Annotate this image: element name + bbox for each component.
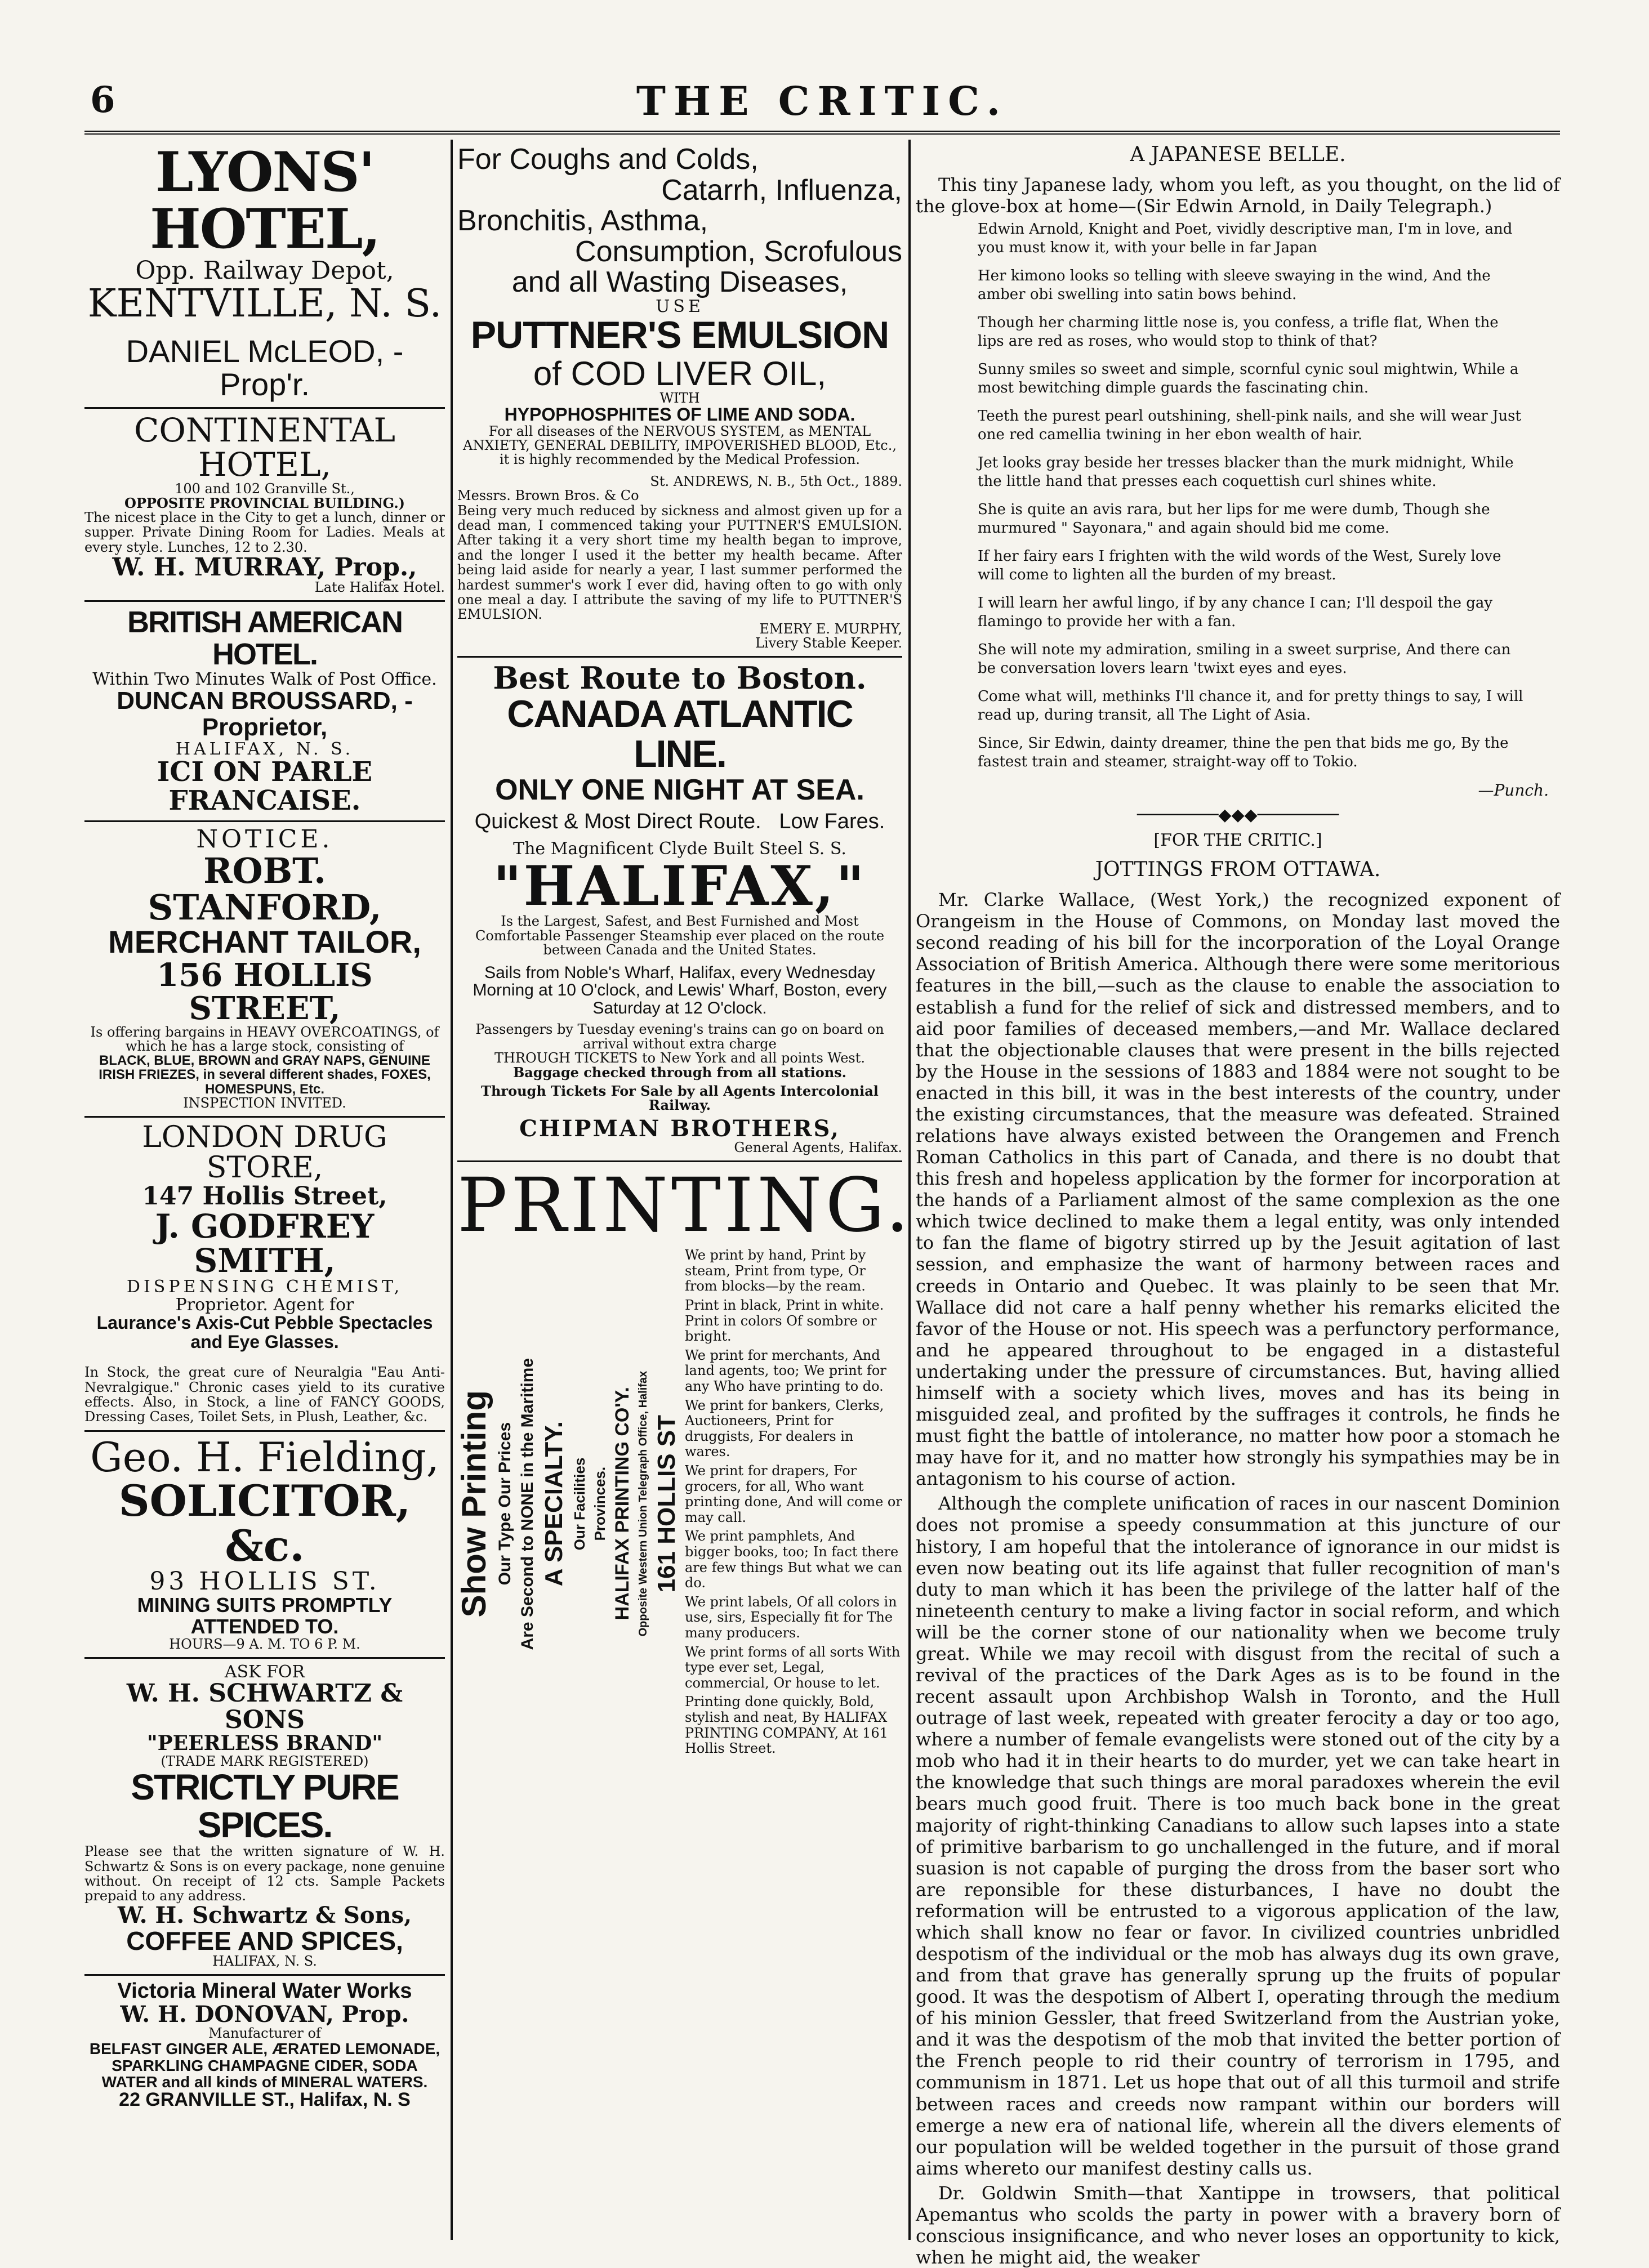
vertical-text: HALIFAX PRINTING CO'Y. [612,1387,633,1621]
ad-heading: CONTINENTAL HOTEL, [133,410,396,484]
ad-heading: LYONS' HOTEL, [150,140,380,261]
article-paragraph: Dr. Goldwin Smith—that Xantippe in trowsers, that political Apemantus who scolds the party in power with a bravery born of conscious insignificance, and who never loses an opportunity to kick, when he might aid, the weaker [916,2182,1560,2268]
article-kicker: [FOR THE CRITIC.] [1153,831,1322,851]
ad-halifax-printing [455,1162,913,1766]
poem-stanza: Her kimono looks so telling with sleeve swaying in the wind, And the amber obi swelling into satin bows behind. [978,267,1491,303]
ad-text: Manufacturer of [208,2025,321,2042]
ad-text: Please see that the written signature of W. H. Schwartz & Sons is on every package, none genuine without. On receipt of 12 cts. Sample Packets prepaid to any address. [84,1843,445,1904]
vertical-text: A SPECIALTY. [540,1421,568,1587]
ad-text: 22 GRANVILLE ST., Halifax, N. S [119,2089,411,2111]
list-item: Printing done quickly, Bold, stylish and neat, By HALIFAX PRINTING COMPANY, At 161 Hollis Street. [685,1694,888,1757]
list-item: We print by hand, Print by steam, Print from type, Or from blocks—by the ream. [685,1247,866,1294]
printing-block [457,1248,902,1760]
article-paragraph: Although the complete unification of races in our nascent Dominion does not promise a speedy consummation at this juncture of our history, I am hopeful that the intolerance of ignorance in our midst is even now beating out its life against that fuller recognition of man's duty to man which it has been the privilege of the latter half of the nineteenth century to make a living factor in social reform, and which will be the corner stone of our nationality when we become truly great. While we may recoil with disgust from the recital of such a revival of the practices of the Dark Ages as is to be found in the recent assault upon Archbishop Walsh in Toronto, and the Hull outrage of last week, repeated with greater ferocity a day or too ago, where a number of female evangelists were stoned out of the city by a mob who had it in their hearts to do murder, yet we can take heart in the knowledge that such things are moral paradoxes wherein the evil bears much good fruit. There is too much back bone in the great majority of right-thinking Canadians to allow such lapses into a state of primitive barbarism to go unchallenged in the future, and if moral suasion is not capable of purging the dross from the baser sort who are reponsible for these disturbances, I have no doubt the reformation will be entrusted to a vigorous application of the law, which shall know no fear or favor. In civilized countries unbridled despotism of the individual or the mob has always dug its own grave, and from that grave has generally sprung up the fruits of popular good. It was the despotism of Albert I, operating through the medium of his minion Gessler, that freed Switzerland from the Austrian yoke, and it was the despotism of the mob that invited the better portion of the French people to rid their country of terrorism in 1795, and communism in 1871. Let us hope that out of all this turmoil and strife between races and creeds now rampant within our borders will emerge a new era of national life, wherein all the divers elements of our population will be welded together in the pursuit of those grand aims whereto our manifest destiny calls us. [916,1493,1560,2179]
column-right [916,140,1560,2268]
newspaper-page [84,68,1560,2268]
ad-text: NOTICE. [196,825,333,854]
list-item: Print in black, Print in white. Print in colors Of sombre or bright. [685,1297,884,1345]
ad-text: Through Tickets For Sale by all Agents Intercolonial Railway. [481,1083,879,1114]
ad-victoria-mineral-water [84,1976,445,2116]
ad-text: MERCHANT TAILOR, [108,924,421,960]
ad-text: OPPOSITE PROVINCIAL BUILDING.) [124,494,405,511]
ad-text: Is the Largest, Safest, and Best Furnished and Most Comfortable Passenger Steamship ever placed on the route between Canada and the United States. [475,913,885,958]
ad-text: "PEERLESS BRAND" [146,1731,383,1755]
poem [978,220,1526,771]
ad-text: ASK FOR [224,1662,305,1682]
ad-text: ONLY ONE NIGHT AT SEA. [495,773,864,806]
ad-text: DANIEL McLEOD, - Prop'r. [126,333,404,402]
ad-text: KENTVILLE, N. S. [87,281,442,326]
ad-text: Passengers by Tuesday evening's trains can go on board on arrival without extra charge [475,1021,884,1052]
ad-text: Laurance's Axis-Cut Pebble Spectacles and Eye Glasses. [96,1312,433,1352]
ad-text: 93 HOLLIS ST. [149,1566,380,1596]
ad-canada-atlantic-line [457,658,902,1162]
ad-text: Proprietor. Agent for [175,1294,354,1315]
ad-text: DUNCAN BROUSSARD, - Proprietor, [117,687,413,741]
ad-text: HYPOPHOSPHITES OF LIME AND SODA. [504,404,855,425]
vertical-text: Opposite Western Union Telegraph Office, Halifax [637,1371,649,1637]
poem-stanza: I will learn her awful lingo, if by any chance I can; I'll despoil the gay flamingo to provide her with a fan. [978,595,1493,630]
ad-text: St. ANDREWS, N. B., 5th Oct., 1889. [650,474,902,490]
ad-text: Best Route to Boston. [493,660,867,697]
ad-heading: BRITISH AMERICAN HOTEL. [127,605,402,672]
ad-text: The Magnificent Clyde Built Steel S. S. [513,839,846,859]
ad-text: Being very much reduced by sickness and almost given up for a dead man, I commenced taking your PUTTNER'S EMULSION. After taking it a very short time my health began to improve, and the longer I used it the better my health became. After being laid aside for nearly a year, I last summer performed the hardest summer's work I ever did, having often to go with only one meal a day. I attribute the saving of my life to PUTTNER'S EMULSION. [457,502,902,623]
ad-text: J. GODFREY SMITH, [155,1207,375,1280]
ad-text: STRICTLY PURE SPICES. [131,1766,399,1845]
column-middle [455,140,913,2240]
ad-british-american-hotel [84,602,445,822]
ad-text: General Agents, Halifax. [734,1139,902,1155]
ad-text: In Stock, the great cure of Neuralgia "Eau Anti-Nevralgique." Chronic cases yield to its curative effects. Also, in Stock, a line of FANCY GOODS, Dressing Cases, Toilet Sets, in Plush, Leather, &c. [84,1364,445,1425]
ad-robt-stanford [84,822,445,1118]
poem-stanza: Though her charming little nose is, you confess, a trifle flat, When the lips are red as roses, who would stop to think of that? [978,314,1499,350]
list-item: We print for merchants, And land agents, too; We print for any Who have printing to do. [685,1347,886,1395]
masthead [84,68,1560,135]
masthead-rule [84,131,1560,138]
ad-text: W. H. DONOVAN, Prop. [120,2001,409,2028]
ad-text: HALIFAX, N. S. [212,1953,317,1970]
ad-text: INSPECTION INVITED. [183,1095,346,1111]
article-intro: This tiny Japanese lady, whom you left, as you thought, on the lid of the glove-box at home—(Sir Edwin Arnold, in Daily Telegraph.) [916,174,1560,217]
ad-text: The nicest place in the City to get a lunch, dinner or supper. Private Dining Room for Ladies. Meals at every style. Lunches, 12 to 2.30. [84,509,445,555]
ad-text [457,811,902,833]
ad-lyons-hotel [84,140,445,409]
ad-schwartz-spices [84,1659,445,1976]
ad-text: EMERY E. MURPHY, [759,620,902,637]
ad-heading: ROBT. STANFORD, [148,850,382,928]
poem-stanza: Since, Sir Edwin, dainty dreamer, thine the pen that bids me go, By the fastest train and steamer, straight-way off to Tokio. [978,735,1509,770]
poem-credit: —Punch. [1478,781,1549,800]
list-item: We print pamphlets, And bigger books, too; In fact there are few things But what we can do. [685,1528,902,1591]
ad-text: Opp. Railway Depot, [135,256,394,285]
ad-text: 100 and 102 Granville St., [175,480,355,497]
ad-text: For Coughs and Colds, [457,143,759,176]
ad-text: 156 HOLLIS STREET, [157,957,373,1027]
ad-text: Livery Stable Keeper. [755,635,902,651]
ad-text: SOLICITOR, &c. [118,1476,411,1571]
vertical-text: Provinces. [591,1467,608,1541]
ad-continental-hotel [84,409,445,602]
list-item: We print for drapers, For grocers, for all, Who want printing done, And will come or may call. [685,1463,902,1525]
ad-heading: PRINTING. [457,1162,913,1249]
ad-text: Messrs. Brown Bros. & Co [457,488,639,504]
ad-text: CHIPMAN BROTHERS, [519,1115,840,1142]
vertical-text: 161 HOLLIS ST [653,1415,680,1593]
ad-text: Catarrh, Influenza, [661,173,902,207]
ad-text: W. H. MURRAY, Prop., [112,553,417,582]
ad-text: Low Fares. [779,810,885,834]
ad-text: WITH [659,390,700,406]
ad-puttners-emulsion [457,140,902,658]
ad-text: (TRADE MARK REGISTERED) [161,1753,369,1769]
poem-stanza: Jet looks gray beside her tresses blacker than the murk midnight, While the little hand that presses each coquettish curl shines white. [978,454,1514,490]
poem-stanza: She will note my admiration, smiling in a sweet surprise, And there can be conversation lovers learn 'twixt eyes and eyes. [978,641,1511,677]
poem-stanza: If her fairy ears I frighten with the wild words of the West, Surely love will come to lighten all the burden of my breast. [978,548,1501,583]
poem-stanza: She is quite an avis rara, but her lips for me were dumb, Though she murmured " Sayonara," and again should bid me come. [978,501,1490,537]
ad-text: Baggage checked through from all stations. [512,1064,847,1081]
ad-heading: LONDON DRUG STORE, [142,1120,387,1185]
vertical-text: Our Facilities [571,1457,588,1551]
ad-london-drug-store [84,1118,445,1432]
list-item: We print for bankers, Clerks, Auctioneers, Print for druggists, For dealers in wares. [685,1397,884,1460]
list-item: We print forms of all sorts With type ever set, Legal, commercial, Or house to let. [685,1644,901,1691]
printing-verse-list [685,1248,902,1760]
ad-heading: Geo. H. Fielding, [90,1433,439,1481]
ornament-divider: ────────◆◆◆──────── [1137,805,1339,825]
ad-heading: Victoria Mineral Water Works [117,1979,412,2003]
ad-text: Consumption, Scrofulous [575,235,902,268]
article-title: JOTTINGS FROM OTTAWA. [1095,858,1381,882]
ad-text: MINING SUITS PROMPTLY ATTENDED TO. [137,1593,393,1638]
ad-text: BLACK, BLUE, BROWN and GRAY NAPS, GENUINE IRISH FRIEZES, in several different shades, FOXES, HOMESPUNS, Etc. [99,1053,431,1097]
ad-text: HALIFAX, N. S. [175,739,354,759]
vertical-text: Are Second to NONE in the Maritime [518,1358,537,1650]
article-paragraph: Mr. Clarke Wallace, (West York,) the recognized exponent of Orangeism in the House of Commons, on Monday last moved the second reading of his bill for the incorporation of the Loyal Orange Association of British America. Although there were some meritorious features in the bill,—such as the clause to enable the association to establish a fund for the relief of sick and distressed members, and to aid poor families of deceased members,—and Mr. Wallace declared that the objectionable clauses that were present in the bills rejected by the House in the sessions of 1883 and 1884 were not sought to be enacted in this bill, it was in the best interests of the country, under the existing circumstances, that the measure was defeated. Strained relations have always existed between the Orangemen and French Roman Catholics in this part of Canada, and there is no doubt that this fresh and hopeless application by the former for incorporation at the hands of a Parliament almost of the same complexion as the one which twice declined to make them a legal entity, was only intended to fan the flame of bigotry stirred up by the Jesuit agitation of last session, and emphasize the want of harmony between races and creeds in Ontario and Quebec. It was plainly to be seen that Mr. Wallace did not care a half penny whether his remarks elicited the favor of the House or not. His speech was a perfunctory performance, and he appeared throughout to be engaged in a distasteful undertaking under the pressure of circumstances. But, having allied himself with a society which lives, moves and has its being in misguided zeal, and profited by the suffrages it controls, he finds he must fight the battle of intolerance, no matter how poor a stomach he may have for it, and no matter how strongly his sympathies may be in antagonism to his course of action. [916,889,1560,1490]
poem-stanza: Edwin Arnold, Knight and Poet, vividly descriptive man, I'm in love, and you must know it, with your belle in far Japan [978,221,1513,256]
ad-text: HOURS—9 A. M. TO 6 P. M. [169,1636,360,1652]
ad-text: Late Halifax Hotel. [314,579,445,596]
ad-text: USE [656,296,704,316]
ad-fielding-solicitor [84,1432,445,1659]
vertical-text: Show Printing [455,1390,493,1618]
ad-text: W. H. Schwartz & Sons, [117,1901,412,1928]
poem-stanza: Teeth the purest pearl outshining, shell-pink nails, and she will wear Just one red camellia twining in her ebon wealth of hair. [978,408,1521,443]
ad-text: Within Two Minutes Walk of Post Office. [92,669,437,689]
ad-heading: PUTTNER'S EMULSION [470,314,889,357]
ad-text: BELFAST GINGER ALE, ÆRATED LEMONADE, SPARKLING CHAMPAGNE CIDER, SODA WATER and all kinds of MINERAL WATERS. [89,2040,440,2091]
vertical-text: Our Type Our Prices [496,1422,514,1586]
ad-text: For all diseases of the NERVOUS SYSTEM, as MENTAL ANXIETY, GENERAL DEBILITY, IMPOVERISHED BLOOD, Etc., it is highly recommended by the Medical Profession. [463,423,897,468]
ad-text: and all Wasting Diseases, [511,266,848,299]
ad-text: ICI ON PARLE FRANCAISE. [157,756,373,816]
ad-text: Quickest & Most Direct Route. [474,810,761,834]
poem-stanza: Sunny smiles so sweet and simple, scornful cynic soul mightwin, While a most bewitching dimple guards the fascinating chin. [978,361,1519,396]
column-left [84,140,445,2240]
ad-heading: CANADA ATLANTIC LINE. [507,692,853,776]
paper-title: THE CRITIC. [636,78,1009,124]
page-number: 6 [90,79,115,121]
article-title: A JAPANESE BELLE. [1130,143,1346,166]
ad-text: "HALIFAX," [493,854,867,918]
ad-text: DISPENSING CHEMIST, [126,1277,403,1297]
ad-text: COFFEE AND SPICES, [126,1926,403,1956]
ad-text: THROUGH TICKETS to New York and all points West. [494,1050,866,1066]
ad-text: 147 Hollis Street, [142,1182,387,1211]
ad-text: Is offering bargains in HEAVY OVERCOATINGS, of which he has a large stock, consisting of [90,1024,439,1054]
ad-text: of COD LIVER OIL, [533,354,827,392]
list-item: We print labels, Of all colors in use, sirs, Especially fit for The many producers. [685,1593,897,1641]
column-divider [451,140,453,2240]
poem-stanza: Come what will, methinks I'll chance it, and for pretty things to say, I will read up, during transit, all The Light of Asia. [978,688,1523,724]
ad-heading: W. H. SCHWARTZ & SONS [126,1679,403,1734]
ad-text: Sails from Noble's Wharf, Halifax, every Wednesday Morning at 10 O'clock, and Lewis' Wharf, Boston, every Saturday at 12 O'clock. [473,963,887,1017]
ad-text: Bronchitis, Asthma, [457,204,708,238]
